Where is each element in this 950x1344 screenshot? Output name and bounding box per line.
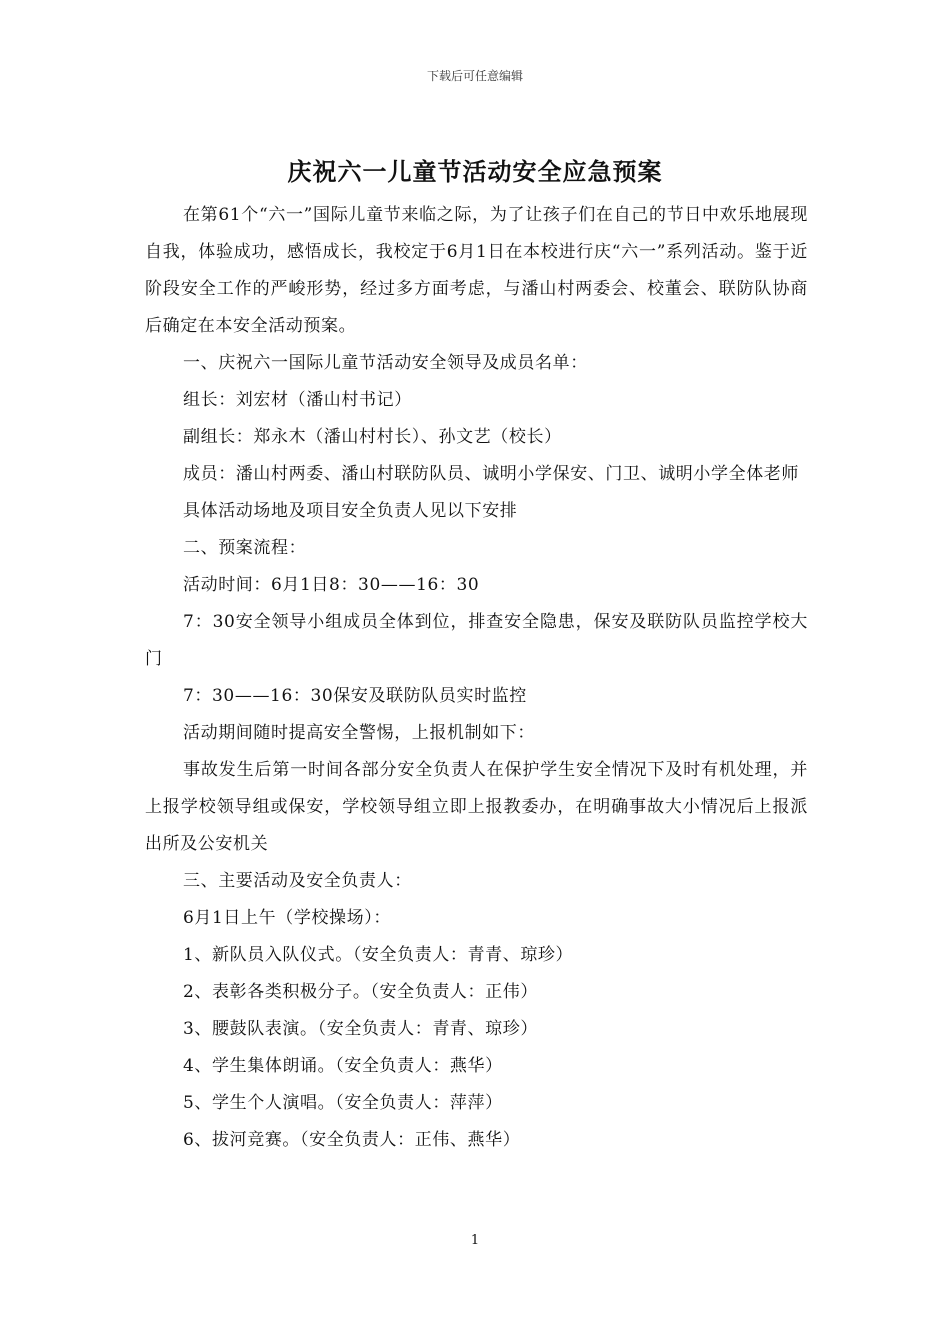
paragraph-leader: 组长：刘宏材（潘山村书记）: [183, 390, 412, 410]
paragraph-activity-time: 活动时间：6月1日8：30——16：30: [183, 575, 480, 595]
list-item: 6、拔河竞赛。（安全负责人：正伟、燕华）: [183, 1130, 521, 1150]
section-heading-procedure: 二、预案流程：: [183, 538, 307, 558]
paragraph-arrival: 7：30安全领导小组成员全体到位，排查安全隐患，保安及联防队员监控学校大门: [145, 612, 808, 669]
paragraph-intro: 在第61个“六一”国际儿童节来临之际，为了让孩子们在自己的节日中欢乐地展现自我，体验成功，感悟成长，我校定于6月1日在本校进行庆“六一”系列活动。鉴于近阶段安全工作的严峻形势，经过多方面考虑，与潘山村两委会、校董会、联防队协商后确定在本安全活动预案。: [145, 205, 808, 336]
header-note: 下载后可任意编辑: [426, 69, 523, 83]
list-item: 1、新队员入队仪式。（安全负责人：青青、琼珍）: [183, 945, 574, 965]
paragraph-monitoring: 7：30——16：30保安及联防队员实时监控: [183, 686, 527, 706]
list-item: 4、学生集体朗诵。（安全负责人：燕华）: [183, 1056, 503, 1076]
list-item: 3、腰鼓队表演。（安全负责人：青青、琼珍）: [183, 1019, 538, 1039]
section-heading-leadership: 一、庆祝六一国际儿童节活动安全领导及成员名单：: [183, 353, 588, 373]
list-item: 2、表彰各类积极分子。（安全负责人：正伟）: [183, 982, 538, 1002]
document-title: 庆祝六一儿童节活动安全应急预案: [287, 157, 663, 186]
paragraph-reporting: 事故发生后第一时间各部分安全负责人在保护学生安全情况下及时有机处理，并上报学校领导组或保安，学校领导组立即上报教委办，在明确事故大小情况后上报派出所及公安机关: [145, 760, 808, 854]
page-number: 1: [470, 1233, 480, 1248]
document-body: [145, 197, 808, 1159]
paragraph-morning-venue: 6月1日上午（学校操场）：: [183, 908, 391, 928]
paragraph-members: 成员：潘山村两委、潘山村联防队员、诚明小学保安、门卫、诚明小学全体老师: [183, 464, 799, 484]
paragraph-venue-note: 具体活动场地及项目安全负责人见以下安排: [183, 501, 518, 521]
paragraph-deputy-leaders: 副组长：郑永木（潘山村村长）、孙文艺（校长）: [183, 427, 562, 447]
list-item: 5、学生个人演唱。（安全负责人：萍萍）: [183, 1093, 503, 1113]
paragraph-alert: 活动期间随时提高安全警惕，上报机制如下：: [183, 723, 535, 743]
section-heading-activities: 三、主要活动及安全负责人：: [183, 871, 412, 891]
